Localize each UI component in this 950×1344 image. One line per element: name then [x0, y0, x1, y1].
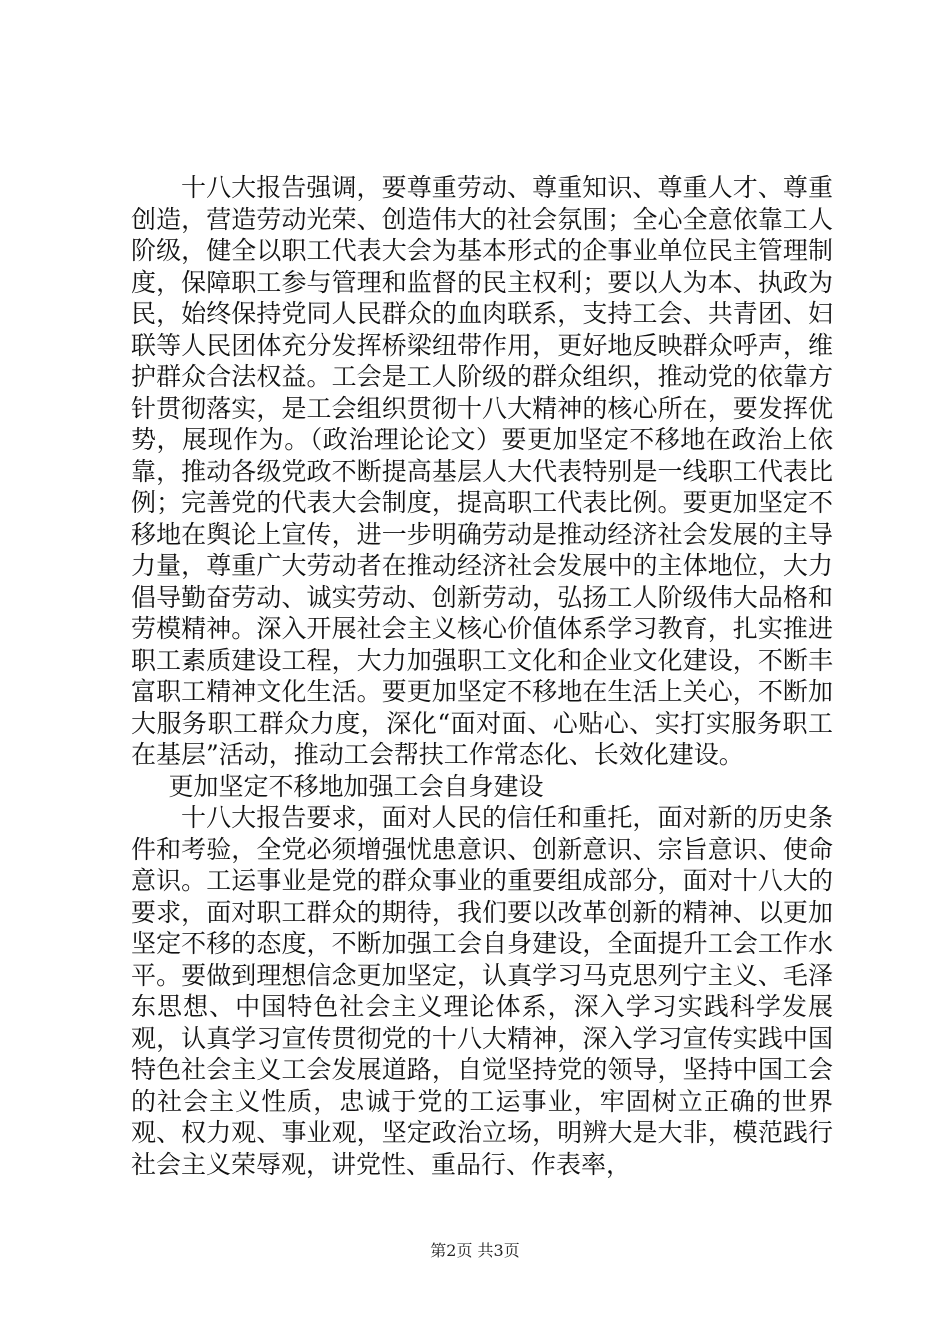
document-body — [131, 172, 833, 1180]
section-heading: 更加坚定不移地加强工会自身建设 — [168, 771, 544, 801]
page-number-footer: 第2页 共3页 — [430, 1241, 520, 1260]
paragraph-intro: 十八大报告强调，要尊重劳动、尊重知识、尊重人才、尊重创造，营造劳动光荣、创造伟大的社会氛围；全心全意依靠工人阶级，健全以职工代表大会为基本形式的企事业单位民主管理制度，保障职工参与管理和监督的民主权利；要以人为本、执政为民，始终保持党同人民群众的血肉联系，支持工会、共青团、妇联等人民团体充分发挥桥梁纽带作用，更好地反映群众呼声，维护群众合法权益。工会是工人阶级的群众组织，推动党的依靠方针贯彻落实，是工会组织贯彻十八大精神的核心所在，要发挥优势，展现作为。（政治理论论文）要更加坚定不移地在政治上依靠，推动各级党政不断提高基层人大代表特别是一线职工代表比例；完善党的代表大会制度，提高职工代表比例。要更加坚定不移地在舆论上宣传，进一步明确劳动是推动经济社会发展的主导力量，尊重广大劳动者在推动经济社会发展中的主体地位，大力倡导勤奋劳动、诚实劳动、创新劳动，弘扬工人阶级伟大品格和劳模精神。深入开展社会主义核心价值体系学习教育，扎实推进职工素质建设工程，大力加强职工文化和企业文化建设，不断丰富职工精神文化生活。要更加坚定不移地在生活上关心，不断加大服务职工群众力度，深化“面对面、心贴心、实打实服务职工在基层”活动，推动工会帮扶工作常态化、长效化建设。 — [131, 173, 833, 769]
paragraph-self-building: 十八大报告要求，面对人民的信任和重托，面对新的历史条件和考验，全党必须增强忧患意识、创新意识、宗旨意识、使命意识。工运事业是党的群众事业的重要组成部分，面对十八大的要求，面对职工群众的期待，我们要以改革创新的精神、以更加坚定不移的态度，不断加强工会自身建设，全面提升工会工作水平。要做到理想信念更加坚定，认真学习马克思列宁主义、毛泽东思想、中国特色社会主义理论体系，深入学习实践科学发展观，认真学习宣传贯彻党的十八大精神，深入学习宣传实践中国特色社会主义工会发展道路，自觉坚持党的领导，坚持中国工会的社会主义性质，忠诚于党的工运事业，牢固树立正确的世界观、权力观、事业观，坚定政治立场，明辨大是大非，模范践行社会主义荣辱观，讲党性、重品行、作表率， — [131, 803, 833, 1179]
